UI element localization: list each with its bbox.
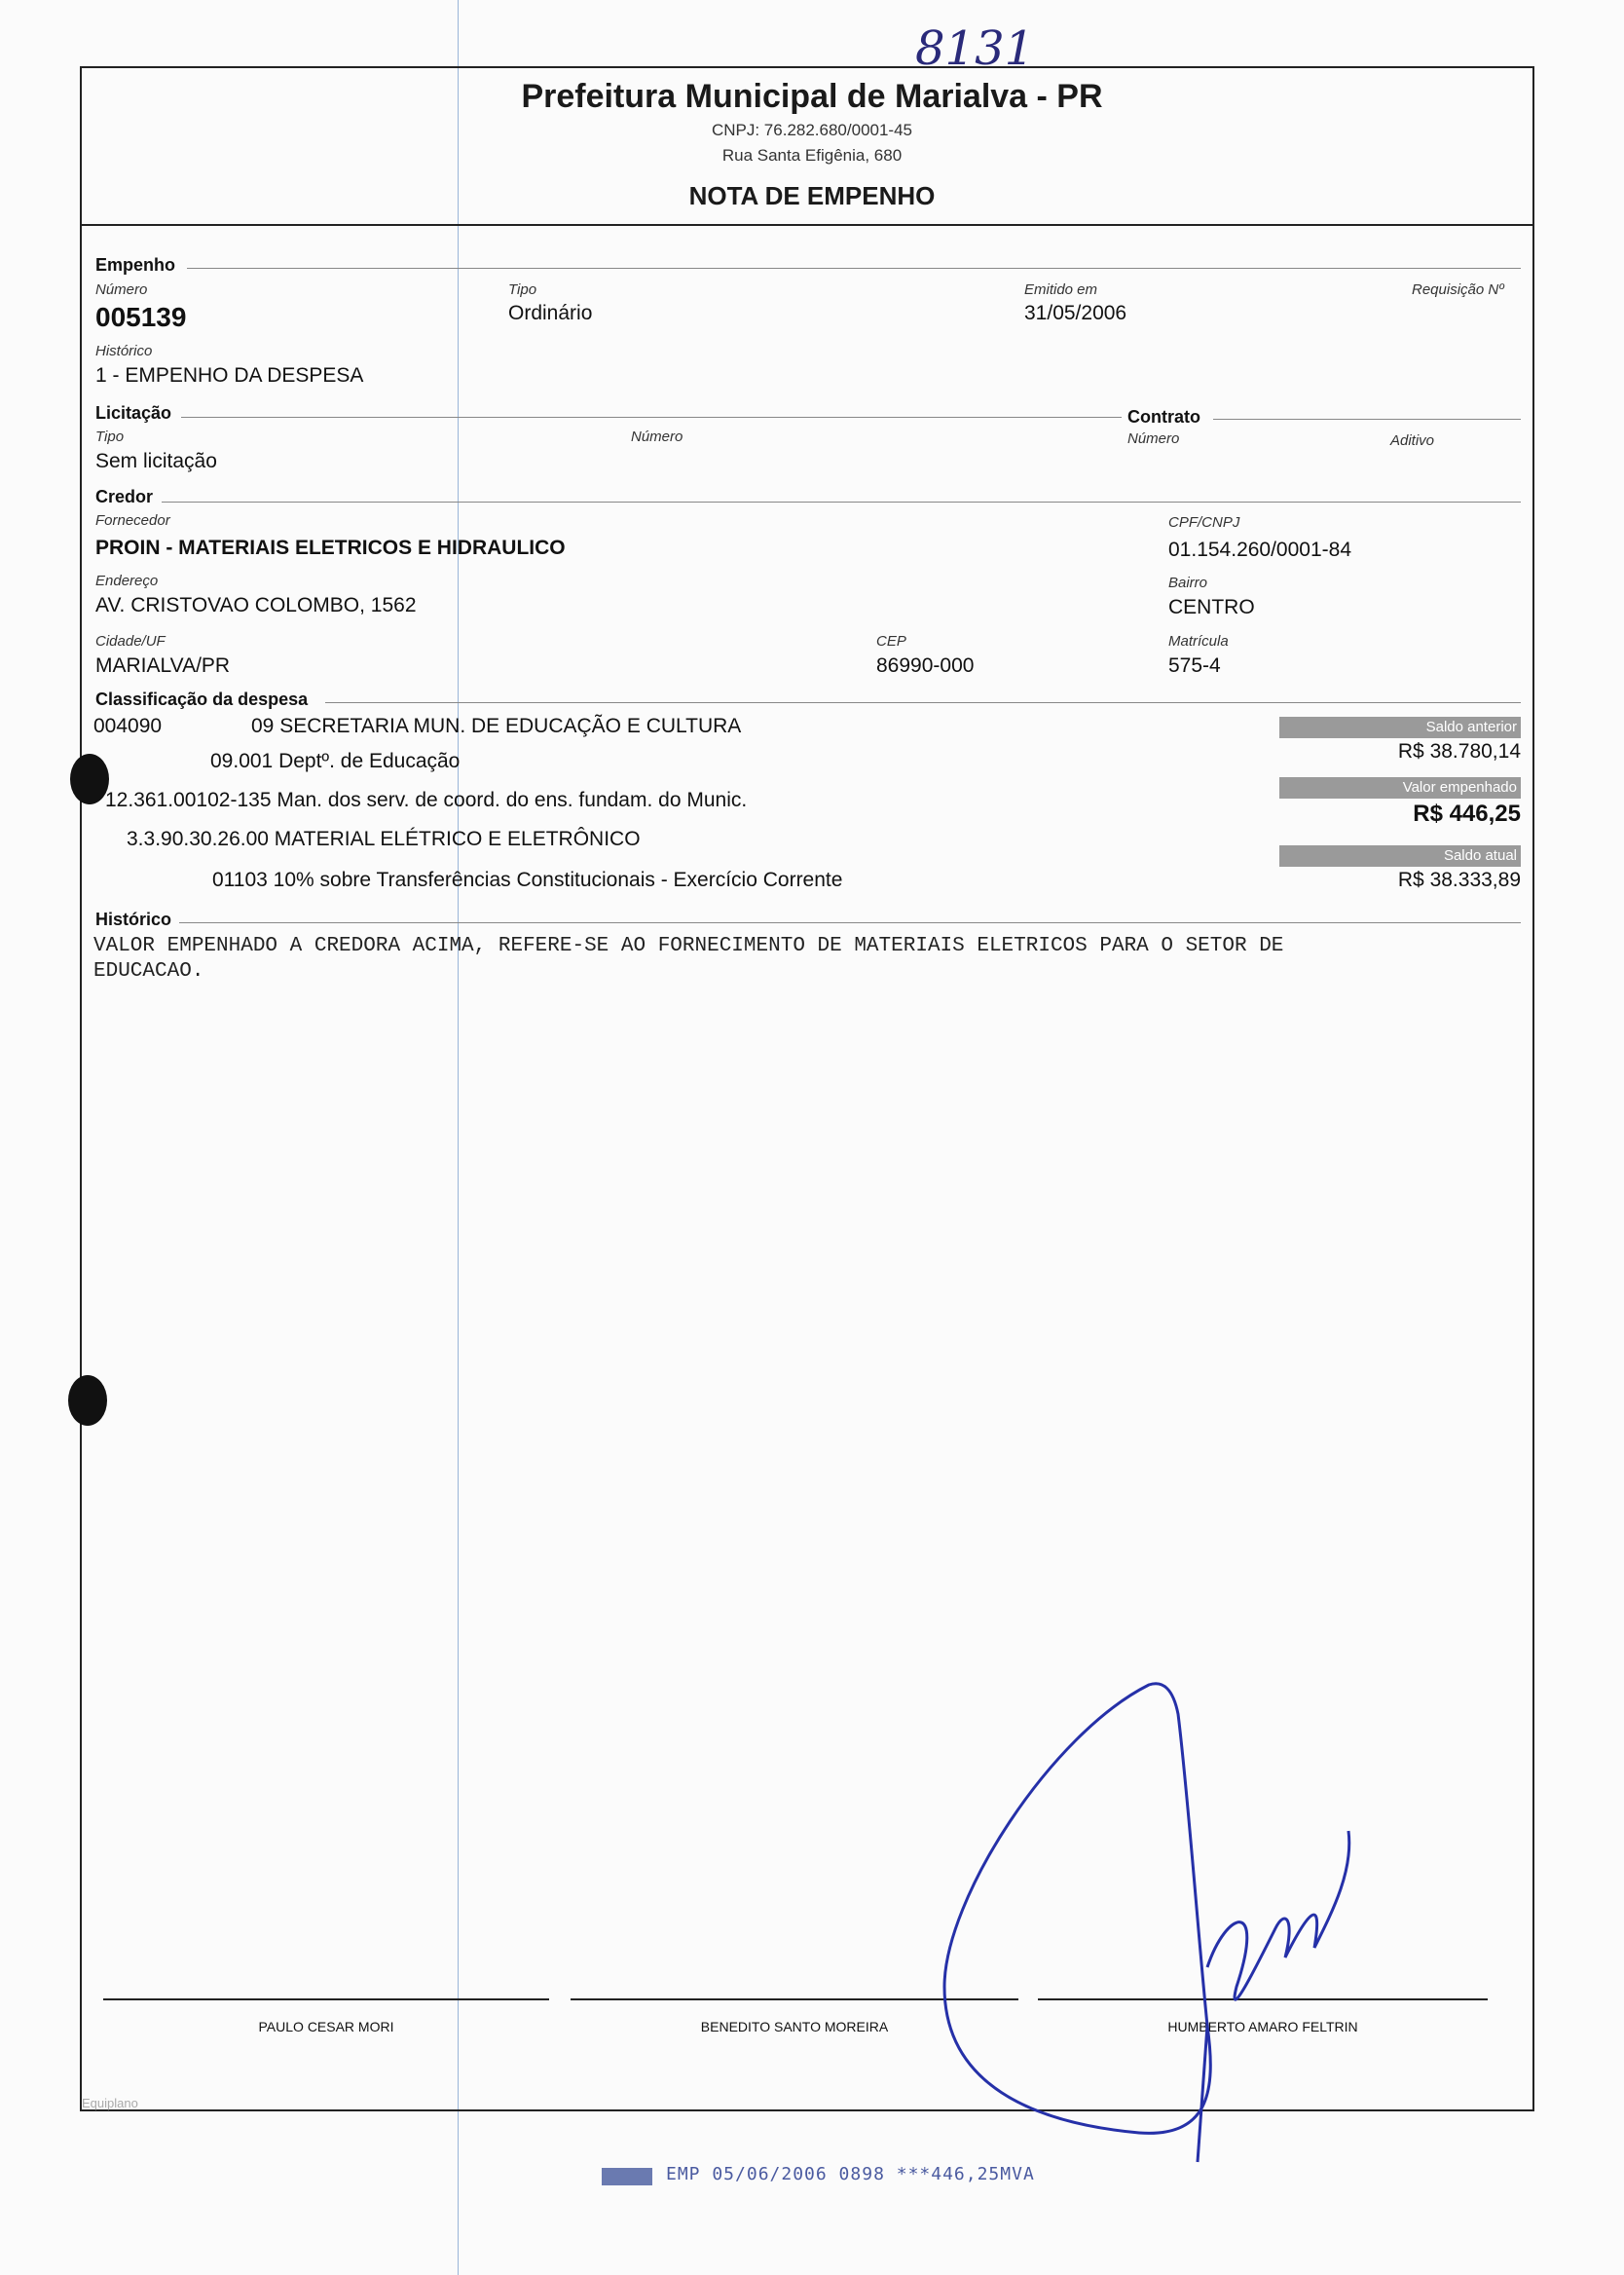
- saldo-atual-value: R$ 38.333,89: [1397, 869, 1521, 891]
- contrato-aditivo-label: Aditivo: [1390, 432, 1435, 449]
- empenho-section-line: [187, 268, 1521, 269]
- signature-name-1: PAULO CESAR MORI: [258, 2019, 394, 2034]
- saldo-anterior-value: R$ 38.780,14: [1397, 740, 1521, 763]
- saldo-anterior-label: Saldo anterior: [1279, 717, 1521, 738]
- contrato-section-title: Contrato: [1127, 407, 1200, 427]
- empenho-emitido: 31/05/2006: [1024, 302, 1127, 324]
- historico-text-line-2: EDUCACAO.: [93, 960, 204, 983]
- classificacao-line-4: 3.3.90.30.26.00 MATERIAL ELÉTRICO E ELETRÔNICO: [127, 828, 641, 850]
- contrato-numero-label: Número: [1127, 430, 1180, 447]
- empenho-section-title: Empenho: [95, 255, 176, 275]
- classificacao-line-2: 09.001 Deptº. de Educação: [210, 750, 461, 772]
- footer-brand: Equiplano: [82, 2096, 138, 2110]
- credor-fornecedor-label: Fornecedor: [95, 512, 170, 529]
- credor-cidade: MARIALVA/PR: [95, 654, 231, 677]
- doc-title: NOTA DE EMPENHO: [688, 181, 936, 210]
- classificacao-line-1: 09 SECRETARIA MUN. DE EDUCAÇÃO E CULTURA: [251, 715, 742, 737]
- punch-hole-bottom: [68, 1375, 107, 1426]
- valor-empenhado-value: R$ 446,25: [1413, 801, 1521, 827]
- historico-section-title: Histórico: [95, 910, 172, 929]
- credor-cidade-label: Cidade/UF: [95, 633, 166, 650]
- handwritten-note: 8131: [915, 21, 1035, 76]
- signature-name-3: HUMBERTO AMARO FELTRIN: [1167, 2019, 1358, 2034]
- signature-name-2: BENEDITO SANTO MOREIRA: [700, 2019, 889, 2034]
- credor-cpf: 01.154.260/0001-84: [1168, 539, 1352, 561]
- credor-matricula-label: Matrícula: [1168, 633, 1229, 650]
- empenho-emitido-label: Emitido em: [1024, 281, 1098, 298]
- empenho-historico-label: Histórico: [95, 343, 153, 359]
- historico-text-line-1: VALOR EMPENHADO A CREDORA ACIMA, REFERE-SE AO FORNECIMENTO DE MATERIAIS ELETRICOS PARA O SETOR DE: [93, 935, 1284, 957]
- credor-endereco-label: Endereço: [95, 573, 159, 589]
- credor-bairro-label: Bairro: [1168, 575, 1208, 591]
- punch-hole-top: [70, 754, 109, 804]
- contrato-section-line: [1213, 419, 1521, 420]
- header-divider: [80, 224, 1534, 226]
- licitacao-section-line: [181, 417, 1122, 418]
- classificacao-code: 004090: [93, 715, 163, 737]
- empenho-tipo-label: Tipo: [508, 281, 537, 298]
- classificacao-section-title: Classificação da despesa: [95, 690, 309, 709]
- licitacao-numero-label: Número: [631, 429, 683, 445]
- org-title: Prefeitura Municipal de Marialva - PR: [521, 78, 1103, 115]
- credor-section-line: [162, 502, 1521, 503]
- signature-line-1: [103, 1998, 549, 2000]
- empenho-tipo: Ordinário: [508, 302, 593, 324]
- classificacao-line-3: 12.361.00102-135 Man. dos serv. de coord. do ens. fundam. do Munic.: [105, 789, 748, 811]
- classificacao-line-5: 01103 10% sobre Transferências Constitucionais - Exercício Corrente: [212, 869, 843, 891]
- credor-bairro: CENTRO: [1168, 596, 1255, 618]
- credor-matricula: 575-4: [1168, 654, 1221, 677]
- bank-stamp: EMP 05/06/2006 0898 ***446,25MVA: [666, 2164, 1035, 2184]
- credor-fornecedor: PROIN - MATERIAIS ELETRICOS E HIDRAULICO: [95, 537, 566, 559]
- empenho-requisicao-label: Requisição Nº: [1412, 281, 1504, 298]
- empenho-numero: 005139: [95, 302, 187, 332]
- credor-cpf-label: CPF/CNPJ: [1168, 514, 1240, 531]
- empenho-numero-label: Número: [95, 281, 148, 298]
- licitacao-tipo: Sem licitação: [95, 450, 217, 472]
- credor-cep-label: CEP: [876, 633, 906, 650]
- org-address: Rua Santa Efigênia, 680: [721, 146, 903, 165]
- valor-empenhado-label: Valor empenhado: [1279, 777, 1521, 799]
- bank-stamp-logo: [602, 2168, 652, 2185]
- saldo-atual-label: Saldo atual: [1279, 845, 1521, 867]
- historico-section-line: [179, 922, 1521, 923]
- empenho-historico: 1 - EMPENHO DA DESPESA: [95, 364, 364, 387]
- licitacao-section-title: Licitação: [95, 403, 172, 423]
- licitacao-tipo-label: Tipo: [95, 429, 125, 445]
- handwritten-signature: [915, 1675, 1402, 2182]
- org-cnpj: CNPJ: 76.282.680/0001-45: [711, 121, 913, 139]
- credor-section-title: Credor: [95, 487, 154, 506]
- credor-endereco: AV. CRISTOVAO COLOMBO, 1562: [95, 594, 417, 616]
- classificacao-section-line: [325, 702, 1521, 703]
- credor-cep: 86990-000: [876, 654, 975, 677]
